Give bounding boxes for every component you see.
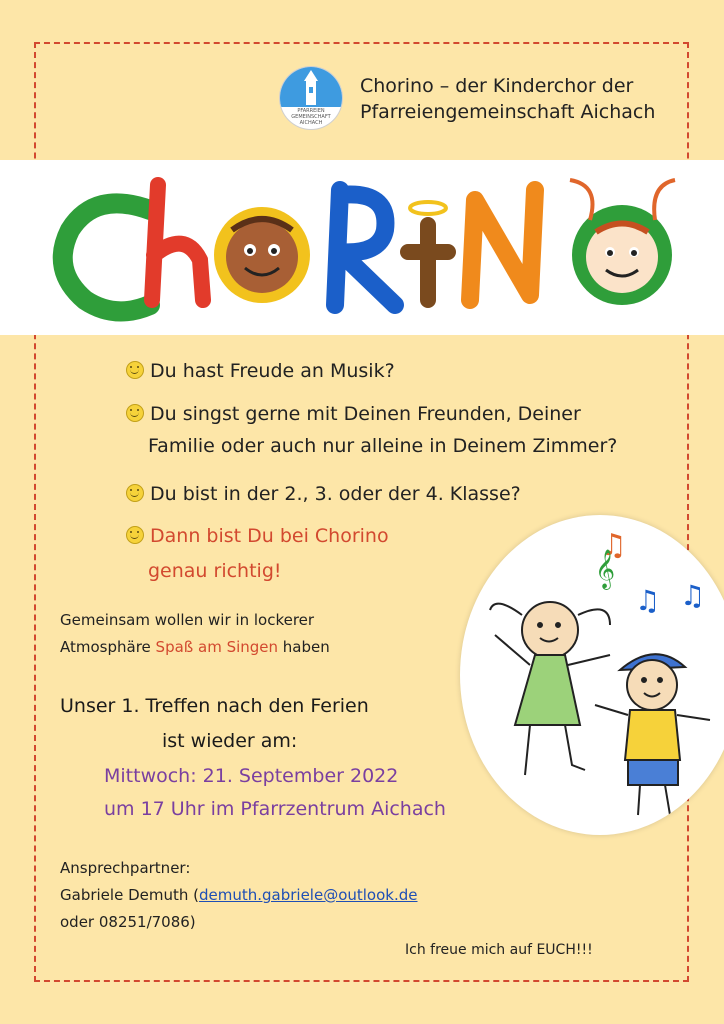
parish-logo — [280, 67, 342, 129]
closing-text: Ich freue mich auf EUCH!!! — [405, 942, 593, 958]
paragraph-line-1: Gemeinsam wollen wir in lockerer — [60, 611, 315, 629]
logo-text-2: GEMEINSCHAFT — [291, 114, 331, 120]
contact-phone: oder 08251/7086) — [60, 913, 196, 931]
paragraph-line-2: Atmosphäre Spaß am Singen haben — [60, 638, 330, 656]
bullet-4-text-line-2: genau richtig! — [148, 560, 282, 582]
music-note-icon: ♫ — [600, 528, 627, 563]
bullet-3-text: Du bist in der 2., 3. oder der 4. Klasse? — [150, 483, 521, 505]
bullet-2-text-line-2: Familie oder auch nur alleine in Deinem Zimmer? — [148, 435, 618, 457]
bullet-2 — [126, 398, 656, 431]
bullet-1 — [126, 355, 656, 388]
music-note-icon: ♫ — [680, 579, 706, 612]
meeting-line-1: Unser 1. Treffen nach den Ferien — [60, 695, 369, 717]
smiley-icon — [126, 484, 144, 502]
smiley-icon — [126, 404, 144, 422]
bullet-1-text: Du hast Freude an Musik? — [150, 360, 395, 382]
meeting-line-2: ist wieder am: — [162, 730, 298, 752]
logo-text-3: AICHACH — [299, 120, 323, 126]
kids-illustration — [460, 515, 724, 835]
header-line-2: Pfarreiengemeinschaft Aichach — [360, 101, 656, 123]
bullet-2-cont — [148, 430, 678, 463]
contact-name-line — [60, 882, 418, 908]
contact-label: Ansprechpartner: — [60, 859, 191, 877]
smiley-icon — [126, 361, 144, 379]
letter-o-face — [214, 207, 310, 303]
letter-o-girl-face — [570, 180, 675, 305]
bullet-4-text-line-1: Dann bist Du bei Chorino — [150, 525, 389, 547]
treble-clef-icon: 𝄞 — [595, 549, 616, 589]
letter-h — [152, 185, 203, 300]
contact-name: Gabriele Demuth ( — [60, 886, 199, 904]
smiley-icon — [126, 526, 144, 544]
bullet-2-text-line-1: Du singst gerne mit Deinen Freunden, Deiner — [150, 403, 581, 425]
meeting-date: Mittwoch: 21. September 2022 — [104, 765, 399, 787]
header-line-1: Chorino – der Kinderchor der — [360, 75, 634, 97]
bullet-3 — [126, 478, 656, 511]
header-title — [360, 73, 655, 125]
letter-i-cross — [408, 202, 448, 300]
music-note-icon: ♫ — [635, 584, 661, 617]
letter-c — [63, 203, 150, 311]
meeting-place: um 17 Uhr im Pfarrzentrum Aichach — [104, 798, 446, 820]
contact-email-link[interactable]: demuth.gabriele@outlook.de — [198, 886, 418, 904]
header — [280, 65, 700, 135]
letter-r — [335, 190, 395, 305]
chorino-banner — [0, 160, 724, 335]
fun-highlight: Spaß am Singen — [155, 638, 279, 656]
logo-text-1: PFARREIEN — [297, 108, 325, 114]
letter-n — [470, 190, 535, 300]
girl-figure — [490, 602, 610, 775]
boy-figure — [595, 654, 710, 815]
